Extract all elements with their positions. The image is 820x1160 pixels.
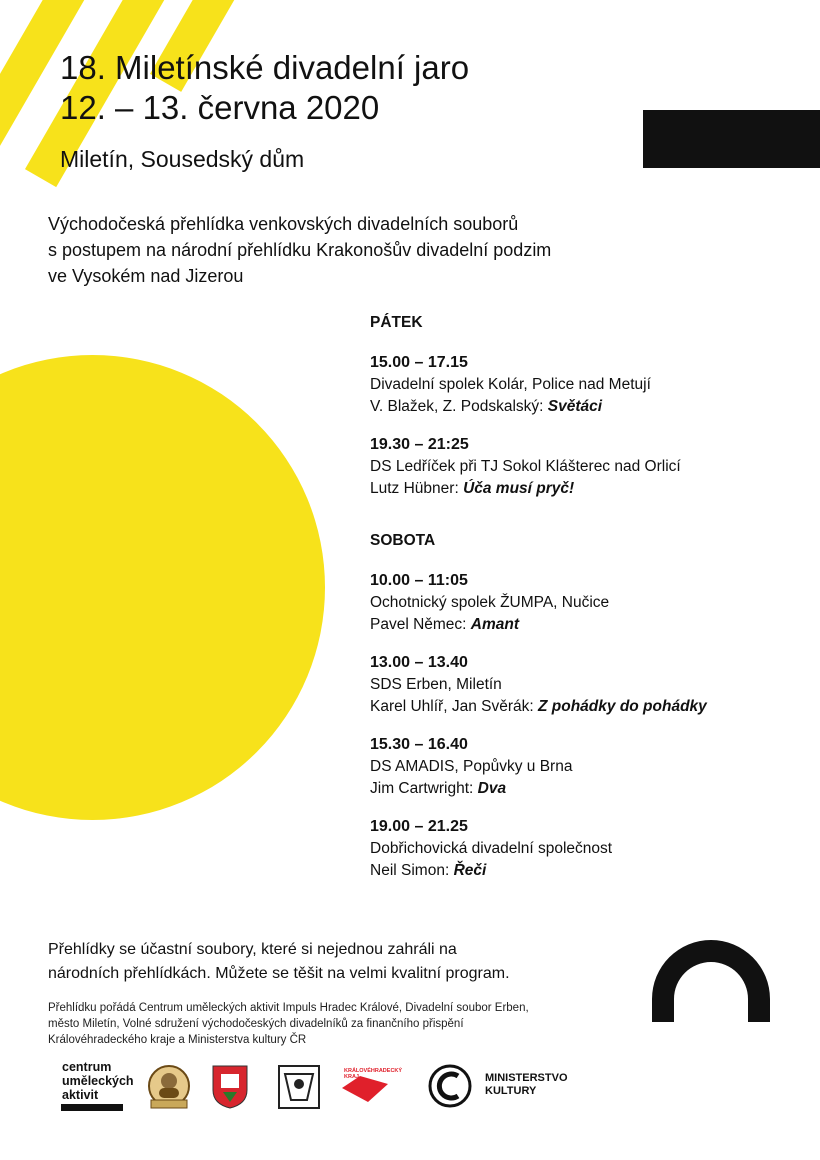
item-play: Úča musí pryč! xyxy=(463,480,575,497)
erben-seal-logo xyxy=(145,1062,193,1112)
title-line-1: 18. Miletínské divadelní jaro xyxy=(60,49,470,86)
item-play: Amant xyxy=(470,616,520,633)
schedule-item xyxy=(370,352,810,418)
credits xyxy=(48,1000,568,1048)
item-play: Z pohádky do pohádky xyxy=(538,698,707,715)
schedule-item xyxy=(370,570,810,636)
item-ensemble: Dobřichovická divadelní společnost xyxy=(370,840,613,857)
mk-line-1: MINISTERSTVO xyxy=(485,1072,568,1084)
schedule-item xyxy=(370,734,810,800)
cua-logo-line-1: centrum xyxy=(62,1060,112,1074)
item-author: Lutz Hübner: xyxy=(370,480,459,497)
footer-note xyxy=(48,938,608,986)
item-play: Dva xyxy=(477,780,507,797)
item-author: Karel Uhlíř, Jan Svěrák: xyxy=(370,698,534,715)
cua-logo-line-3: aktivit xyxy=(62,1088,99,1102)
credits-line-1: Přehlídku pořádá Centrum uměleckých aktivit Impuls Hradec Králové, Divadelní soubor Erben, xyxy=(48,1002,529,1014)
ministry-of-culture-logo-icon xyxy=(428,1064,472,1108)
schedule-item xyxy=(370,434,810,500)
schedule-item xyxy=(370,816,810,882)
item-ensemble: SDS Erben, Miletín xyxy=(370,676,502,693)
schedule xyxy=(370,312,810,898)
title-line-2: 12. – 13. června 2020 xyxy=(60,89,380,126)
credits-line-3: Královéhradeckého kraje a Ministerstva kultury ČR xyxy=(48,1034,307,1046)
cua-logo xyxy=(62,1060,134,1102)
poster-subtitle: Miletín, Sousedský dům xyxy=(60,146,305,172)
item-author: Jim Cartwright: xyxy=(370,780,474,797)
item-time: 15.30 – 16.40 xyxy=(370,736,468,753)
item-time: 15.00 – 17.15 xyxy=(370,354,468,371)
item-author: Neil Simon: xyxy=(370,862,450,879)
item-time: 19.30 – 21:25 xyxy=(370,436,469,453)
item-author-line xyxy=(370,696,810,718)
item-author-line xyxy=(370,860,810,882)
item-time: 19.00 – 21.25 xyxy=(370,818,468,835)
item-author-line xyxy=(370,778,810,800)
item-author-line xyxy=(370,396,810,418)
poster-title xyxy=(60,48,469,128)
kraj-logo-text: KRÁLOVÉHRADECKÝ KRAJ xyxy=(344,1068,403,1080)
arch-graphic xyxy=(652,940,770,1022)
item-author: V. Blažek, Z. Podskalský: xyxy=(370,398,544,415)
schedule-item xyxy=(370,652,810,718)
miletin-coat-of-arms-logo xyxy=(211,1064,249,1110)
item-author-line xyxy=(370,614,810,636)
item-time: 10.00 – 11:05 xyxy=(370,572,468,589)
intro-line-2: s postupem na národní přehlídku Krakonošův divadelní podzim xyxy=(48,240,552,260)
credits-line-2: město Miletín, Volné sdružení východočeských divadelníků za finančního přispění xyxy=(48,1018,464,1030)
footer-note-line-2: národních přehlídkách. Můžete se těšit na velmi kvalitní program. xyxy=(48,965,510,982)
cua-logo-bar xyxy=(61,1104,123,1111)
theatre-association-logo xyxy=(277,1064,321,1110)
mk-line-2: KULTURY xyxy=(485,1085,537,1097)
black-bar xyxy=(643,110,820,168)
item-play: Řeči xyxy=(453,862,487,879)
ministry-of-culture-logo-text xyxy=(485,1072,568,1098)
yellow-circle xyxy=(0,355,325,820)
intro-text xyxy=(48,211,668,289)
item-ensemble: DS Ledříček při TJ Sokol Klášterec nad Orlicí xyxy=(370,458,681,475)
item-ensemble: Ochotnický spolek ŽUMPA, Nučice xyxy=(370,594,610,611)
footer-note-line-1: Přehlídky se účastní soubory, které si nejednou zahráli na xyxy=(48,941,457,958)
item-time: 13.00 – 13.40 xyxy=(370,654,468,671)
item-ensemble: Divadelní spolek Kolár, Police nad Metují xyxy=(370,376,651,393)
item-author: Pavel Němec: xyxy=(370,616,467,633)
item-ensemble: DS AMADIS, Popůvky u Brna xyxy=(370,758,573,775)
intro-line-3: ve Vysokém nad Jizerou xyxy=(48,266,244,286)
item-play: Světáci xyxy=(547,398,603,415)
day-heading-saturday: SOBOTA xyxy=(370,532,436,549)
day-heading-friday: PÁTEK xyxy=(370,314,423,331)
intro-line-1: Východočeská přehlídka venkovských divadelních souborů xyxy=(48,214,519,234)
item-author-line xyxy=(370,478,810,500)
sponsor-logos xyxy=(48,1060,588,1115)
cua-logo-line-2: uměleckých xyxy=(62,1074,134,1088)
